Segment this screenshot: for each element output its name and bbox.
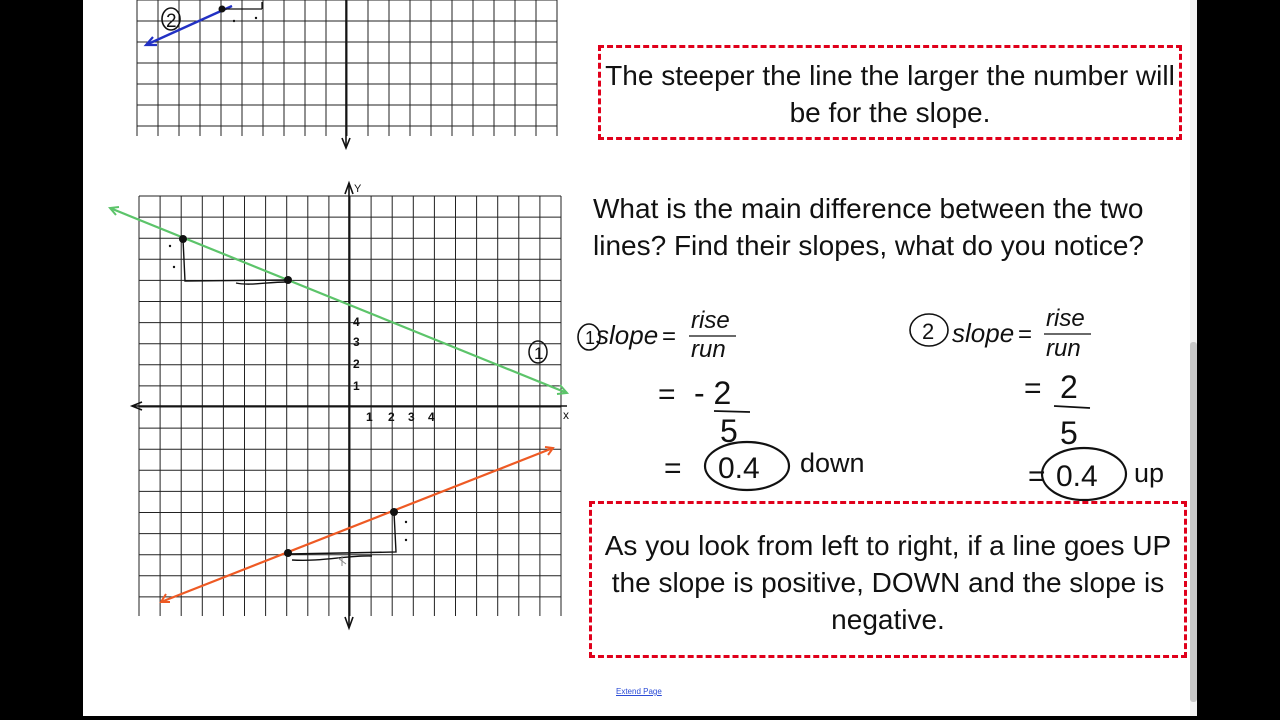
- slope-formula-two: [900, 298, 1200, 368]
- window-edge: [1197, 0, 1280, 720]
- work-one-denominator: 5: [720, 413, 738, 449]
- top-graph: [0, 0, 600, 160]
- y-tick-labels: [353, 315, 360, 393]
- orange-line-point: [284, 549, 292, 557]
- work-one: [650, 368, 890, 498]
- y-tick-label: 2: [353, 357, 360, 371]
- steeper-line-text: The steeper the line the larger the number will be for the slope.: [605, 60, 1175, 128]
- line-one-marker: [529, 341, 547, 363]
- work-one-equals: =: [658, 378, 676, 411]
- ink-dot: [255, 17, 257, 19]
- formula-numerator: rise: [691, 307, 730, 334]
- slope-formula-one: [570, 300, 870, 370]
- steeper-line-callout: [598, 45, 1182, 140]
- formula-equals: =: [662, 323, 677, 350]
- main-graph: [0, 170, 600, 640]
- work-one-fraction-bar: [714, 411, 750, 412]
- orange-line: [161, 448, 553, 602]
- work-two: [1020, 362, 1190, 502]
- ink-dot: [405, 539, 407, 541]
- y-tick-label: 4: [353, 315, 360, 329]
- work-two-fraction-bar: [1054, 406, 1090, 408]
- formula-numerator: rise: [1046, 305, 1085, 332]
- work-two-numerator: 2: [1060, 369, 1078, 405]
- ink-dot: [169, 245, 171, 247]
- y-axis-label: Y: [354, 183, 362, 195]
- direction-rule-text: As you look from left to right, if a line goes UP the slope is positive, DOWN and the slope is negative.: [604, 530, 1172, 635]
- x-tick-label: 1: [366, 410, 373, 424]
- ink-dot: [405, 521, 407, 523]
- formula-denominator: run: [691, 336, 726, 363]
- work-two-denominator: 5: [1060, 415, 1078, 451]
- x-tick-label: 4: [428, 410, 435, 424]
- formula-slope-word: slope: [596, 320, 659, 350]
- x-tick-labels: [366, 410, 435, 424]
- green-line-rise-run-sketch: [183, 239, 288, 284]
- line-two-marker: [162, 8, 180, 32]
- formula-denominator: run: [1046, 335, 1081, 362]
- question-text: What is the main difference between the two lines? Find their slopes, what do you notice?: [593, 193, 1144, 261]
- work-two-result: 0.4: [1056, 460, 1098, 493]
- scrollbar-thumb[interactable]: [1190, 342, 1197, 702]
- x-tick-label: 3: [408, 410, 415, 424]
- extend-page-link[interactable]: Extend Page: [616, 687, 662, 696]
- work-one-equals: =: [664, 452, 682, 485]
- x-axis-label: x: [563, 408, 569, 422]
- work-one-direction: down: [800, 448, 865, 478]
- formula-slope-word: slope: [952, 318, 1015, 348]
- direction-rule-callout: [589, 501, 1187, 658]
- orange-line-rise-run-sketch: [288, 512, 396, 560]
- blue-line: [148, 6, 232, 44]
- work-two-equals: =: [1024, 372, 1042, 405]
- ink-dot: [173, 266, 175, 268]
- svg-text:2: 2: [166, 11, 177, 32]
- formula-two-marker: 2: [922, 319, 935, 344]
- y-tick-label: 3: [353, 335, 360, 349]
- work-two-direction: up: [1134, 458, 1165, 488]
- formula-equals: =: [1018, 321, 1033, 348]
- work-two-equals: =: [1028, 460, 1046, 493]
- work-one-numerator: - 2: [694, 375, 732, 411]
- work-one-result: 0.4: [718, 452, 760, 485]
- formula-one-marker: 1: [585, 328, 596, 348]
- y-tick-label: 1: [353, 379, 360, 393]
- ink-dot: [233, 20, 235, 22]
- svg-text:1: 1: [534, 344, 544, 363]
- x-tick-label: 2: [388, 410, 395, 424]
